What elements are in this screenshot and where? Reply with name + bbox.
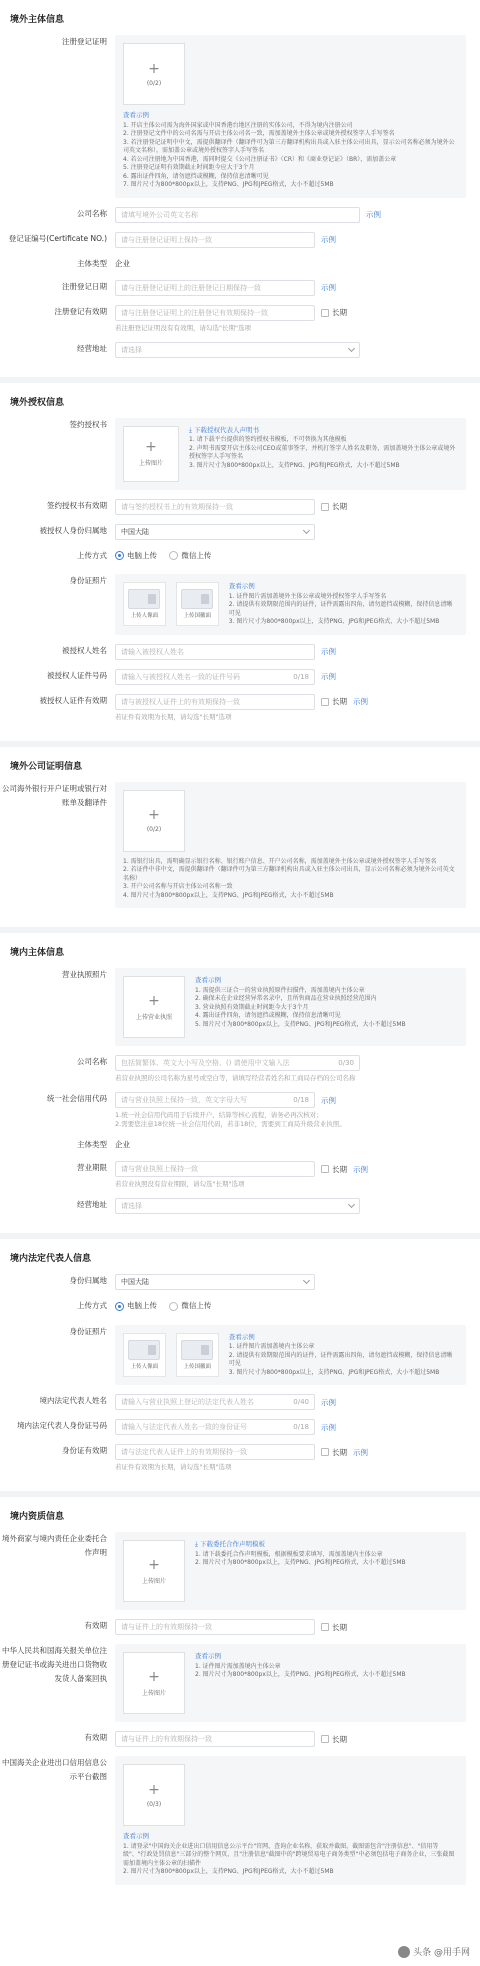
note-line: 5. 图片尺寸为800*800px以上，支持PNG、JPG和JPEG格式，大小不超过5MB xyxy=(195,1020,406,1028)
upload-method-wechat-radio[interactable] xyxy=(169,549,211,563)
upload-method-pc-radio[interactable] xyxy=(115,1299,157,1313)
checkbox-label: 长期 xyxy=(332,697,347,706)
example-link[interactable]: 示例 xyxy=(353,1447,368,1457)
watermark-logo-icon xyxy=(398,1946,410,1958)
bank-proof-upload-button[interactable] xyxy=(123,790,185,852)
note-line: 3. 图片尺寸为800*800px以上，支持PNG、JPG和JPEG格式，大小不超过5MB xyxy=(228,618,440,625)
placeholder: 请输入被授权人姓名 xyxy=(121,647,184,656)
field-label: 被授权人身份归属地 xyxy=(39,525,107,535)
field-label: 统一社会信用代码 xyxy=(47,1094,107,1103)
field-label: 公司名称 xyxy=(77,1057,107,1066)
id-card-front-icon xyxy=(128,1340,160,1360)
note-line: 2. 请提供有效期限范围内的证件，证件需露出四角，请勿遮挡或模糊，保持信息清晰可见 xyxy=(228,1351,453,1367)
authorized-id-validity-input[interactable] xyxy=(115,694,315,710)
domestic-company-name-input[interactable] xyxy=(115,1055,360,1071)
selected-value: 中国大陆 xyxy=(121,527,149,536)
note-line: 1. 请下载委托合作声明模板，根据模板要求填写，需加盖境内主体公章 xyxy=(195,1550,383,1558)
note-line: 2. 注册登记文件中的公司名需与开店主体公司名一致，需加盖境外主体公章或境外授权签字人手写签名 xyxy=(123,130,395,137)
upload-count: (0/2) xyxy=(146,826,162,833)
field-label: 签约授权书有效期 xyxy=(47,500,107,510)
field-label: 被授权人证件号码 xyxy=(47,670,107,680)
placeholder: 请与法定代表人证件上的有效期保持一致 xyxy=(121,1448,247,1456)
credit-screenshot-upload-panel xyxy=(115,1756,466,1885)
char-counter: 0/30 xyxy=(338,1059,354,1067)
domestic-entity-section xyxy=(0,933,480,1239)
note-line: 1. 开店主体公司需为海外国家或中国香港台地区注册的实体公司，不得为境内注册公司 xyxy=(123,121,353,129)
link-text: 下载委托合作声明模板 xyxy=(199,1540,265,1548)
field-hint xyxy=(115,1111,466,1129)
note-line: 3. 图片尺寸为800*800px以上，支持PNG、JPG和JPEG格式，大小不超过5MB xyxy=(228,1368,440,1376)
field-label: 登记证编号(Certificate NO.) xyxy=(8,233,107,243)
field-label: 有效期 xyxy=(84,1733,107,1742)
note-line: 7. 图片尺寸为800*800px以上，支持PNG、JPG和JPEG格式，大小不超过5MB xyxy=(123,181,334,188)
field-label: 经营地址 xyxy=(77,1200,107,1209)
plus-icon: + xyxy=(148,992,160,1009)
authorization-notes xyxy=(189,426,458,482)
chevron-down-icon xyxy=(303,526,310,533)
section-title: 境外授权信息 xyxy=(10,397,65,408)
radio-icon xyxy=(169,1302,178,1311)
checkbox-icon xyxy=(321,503,329,511)
chevron-down-icon xyxy=(348,1201,355,1208)
field-hint: 若注册登记证明没有有效期，请勾选"长期"选项 xyxy=(115,323,251,332)
credit-notes xyxy=(123,1832,458,1877)
view-example-link[interactable]: 查看示例 xyxy=(195,1652,221,1660)
field-label: 注册登记证明 xyxy=(62,37,107,46)
placeholder: 请选择 xyxy=(121,345,142,354)
field-label: 上传方式 xyxy=(77,1301,107,1310)
section-title: 境内法定代表人信息 xyxy=(10,1254,92,1264)
view-example-link[interactable]: 查看示例 xyxy=(123,111,149,119)
note-line: 2. 声明书需要开店主体公司CEO或董事签字，并机打签字人姓名及职务，需加盖境外主体公章或境外授权签字人手写签名 xyxy=(189,444,456,460)
legal-rep-id-upload-panel xyxy=(115,1325,466,1386)
plus-icon: + xyxy=(148,1781,160,1798)
plus-icon: + xyxy=(148,60,160,77)
legal-rep-region-select[interactable] xyxy=(115,1274,315,1290)
note-line: 4. 图片尺寸为800*800px以上，支持PNG、JPG和JPEG格式，大小不超过5MB xyxy=(123,891,334,899)
cert-upload-panel xyxy=(115,35,466,198)
entity-type-value: 企业 xyxy=(115,1140,130,1149)
id-region-select[interactable] xyxy=(115,524,315,540)
legal-rep-name-input[interactable] xyxy=(115,1394,315,1410)
note-line: 2. 确保未在企业经营异常名录中，且所售商品在营业执照经营范围内 xyxy=(195,995,377,1002)
upload-label: 上传图片 xyxy=(138,460,163,467)
plus-icon: + xyxy=(148,1556,160,1573)
domestic-qualification-section xyxy=(0,1497,480,1904)
placeholder: 请选择 xyxy=(121,1202,142,1210)
field-label: 有效期 xyxy=(84,1621,107,1630)
field-label: 主体类型 xyxy=(77,258,107,268)
note-line: 1. 证件图片需加盖境内主体公章 xyxy=(228,1343,315,1350)
registration-date-input[interactable] xyxy=(115,280,315,296)
checkbox-label: 长期 xyxy=(332,1447,347,1457)
field-label: 中国海关企业进出口信用信息公示平台截图 xyxy=(2,1758,107,1781)
long-term-checkbox[interactable] xyxy=(321,1622,347,1633)
upload-method-pc-radio[interactable] xyxy=(115,549,157,563)
plus-icon: + xyxy=(148,807,160,823)
customs-upload-panel xyxy=(115,1644,466,1722)
cert-notes xyxy=(123,111,458,190)
upload-label: 上传人像面 xyxy=(130,1363,159,1370)
download-icon: ⤓ xyxy=(189,425,194,434)
char-counter: 0/18 xyxy=(293,672,309,681)
upload-label: 上传国徽面 xyxy=(183,613,212,619)
domestic-legal-rep-section xyxy=(0,1239,480,1497)
overseas-authorization-section xyxy=(0,383,480,747)
long-term-checkbox[interactable] xyxy=(321,307,347,318)
example-link[interactable]: 示例 xyxy=(321,1422,336,1432)
link-text: 下载授权代表人声明书 xyxy=(193,425,259,434)
id-back-upload[interactable] xyxy=(176,1333,219,1377)
field-label: 中华人民共和国海关报关单位注册登记证书或海关进出口货物收发货人备案回执 xyxy=(2,1646,107,1683)
note-line: 4. 露出证件四角，请勿遮挡或模糊，保持信息清晰可见 xyxy=(195,1012,341,1019)
example-link[interactable]: 示例 xyxy=(353,1164,368,1174)
field-label: 公司名称 xyxy=(77,208,107,218)
field-label: 身份归属地 xyxy=(69,1276,107,1285)
upload-label: 上传图片 xyxy=(141,1577,166,1585)
checkbox-label: 长期 xyxy=(332,502,347,511)
entrust-upload-button[interactable] xyxy=(123,1540,185,1602)
field-label: 注册登记日期 xyxy=(62,281,107,291)
license-upload-button[interactable] xyxy=(123,976,185,1038)
cert-upload-button[interactable] xyxy=(123,43,185,105)
example-link[interactable]: 示例 xyxy=(321,1397,336,1407)
placeholder: 请输入与法定代表人姓名一致的身份证号 xyxy=(121,1423,247,1431)
checkbox-label: 长期 xyxy=(332,308,347,317)
placeholder: 请与证件上的有效期保持一致 xyxy=(121,1735,212,1743)
credit-code-input[interactable] xyxy=(115,1092,315,1108)
long-term-checkbox[interactable] xyxy=(321,1164,347,1175)
example-link[interactable]: 示例 xyxy=(321,672,336,681)
upload-method-wechat-radio[interactable] xyxy=(169,1299,211,1313)
authorized-id-number-input[interactable] xyxy=(115,669,315,685)
download-icon: ⤓ xyxy=(195,1540,200,1548)
field-label: 境内法定代表人姓名 xyxy=(39,1396,107,1405)
checkbox-icon xyxy=(321,698,329,706)
customs-notes xyxy=(195,1652,406,1714)
checkbox-label: 长期 xyxy=(332,1622,347,1632)
id-back-upload[interactable] xyxy=(176,582,219,626)
example-link[interactable]: 示例 xyxy=(321,647,336,656)
section-title: 境外公司证明信息 xyxy=(10,761,83,772)
watermark-text: 头条 @用手网 xyxy=(413,1948,470,1958)
field-label: 签约授权书 xyxy=(69,419,107,429)
id-upload-panel xyxy=(115,574,466,635)
entrust-validity-input[interactable] xyxy=(115,1619,315,1635)
overseas-company-proof-section xyxy=(0,747,480,934)
placeholder: 请与被授权人证件上的有效期保持一致 xyxy=(121,697,240,706)
license-notes xyxy=(195,976,406,1038)
placeholder: 请与注册登记证明上保持一致 xyxy=(121,235,212,244)
note-line: 1. 需提供三证合一的营业执照原件扫描件，需加盖境内主体公章 xyxy=(195,986,365,994)
field-hint: 若营业执照没有营业期限，请勾选"长期"选项 xyxy=(115,1180,245,1188)
note-line: 1. 证件图片需加盖境外主体公章或境外授权签字人手写签名 xyxy=(228,592,387,600)
field-label: 公司海外银行开户证明或银行对账单及翻译件 xyxy=(2,783,107,807)
legal-rep-id-validity-input[interactable] xyxy=(115,1444,315,1460)
placeholder: 请与注册登记证明上的注册登记有效期保持一致 xyxy=(121,308,268,317)
field-hint: 若证件有效期为长期，请勾选"长期"选项 xyxy=(115,1463,232,1471)
checkbox-icon xyxy=(321,1623,329,1631)
field-label: 境内法定代表人身份证号码 xyxy=(17,1421,107,1430)
field-hint: 若营业执照的公司名称为星号或空白等，请填写经营者姓名和工商局存档的公司名称 xyxy=(115,1074,356,1082)
field-label: 被授权人证件有效期 xyxy=(39,695,107,705)
field-label: 营业执照照片 xyxy=(62,970,107,979)
radio-label: 微信上传 xyxy=(181,550,212,560)
field-label: 身份证照片 xyxy=(69,576,107,585)
placeholder: 请输入与营业执照上登记的法定代表人姓名 xyxy=(121,1398,254,1406)
checkbox-icon xyxy=(321,1448,329,1456)
credit-screenshot-upload-button[interactable] xyxy=(123,1764,185,1826)
bank-proof-notes xyxy=(123,858,458,901)
authorization-upload-button[interactable] xyxy=(123,426,179,482)
customs-validity-input[interactable] xyxy=(115,1731,315,1747)
long-term-checkbox[interactable] xyxy=(321,1447,347,1458)
id-card-front-icon xyxy=(128,589,160,609)
registration-validity-input[interactable] xyxy=(115,305,315,321)
char-counter: 0/18 xyxy=(293,1096,309,1104)
view-example-link[interactable]: 查看示例 xyxy=(228,1332,255,1341)
field-label: 经营地址 xyxy=(77,343,107,353)
checkbox-icon xyxy=(321,309,329,317)
field-label: 主体类型 xyxy=(77,1140,107,1149)
overseas-entity-section xyxy=(0,0,480,383)
legal-rep-id-number-input[interactable] xyxy=(115,1419,315,1435)
char-counter: 0/40 xyxy=(293,1398,309,1406)
chevron-down-icon xyxy=(348,344,355,351)
radio-label: 电脑上传 xyxy=(127,550,157,560)
example-link[interactable]: 示例 xyxy=(321,283,336,292)
long-term-checkbox[interactable] xyxy=(321,501,347,512)
upload-label: 上传图片 xyxy=(141,1689,166,1697)
note-line: 3. 营业执照有效期截止时间距今大于3个月 xyxy=(195,1003,309,1011)
example-link[interactable]: 示例 xyxy=(321,1095,336,1105)
note-line: 3. 开户公司名称与开店主体公司名称一致 xyxy=(123,883,233,890)
checkbox-label: 长期 xyxy=(332,1734,347,1744)
download-template-link[interactable] xyxy=(195,1540,406,1549)
radio-label: 电脑上传 xyxy=(127,1301,157,1310)
checkbox-icon xyxy=(321,1165,329,1173)
business-term-input[interactable] xyxy=(115,1161,315,1177)
id-front-upload[interactable] xyxy=(123,582,166,626)
authorization-validity-input[interactable] xyxy=(115,499,315,515)
section-title: 境内资质信息 xyxy=(10,1512,65,1522)
id-card-back-icon xyxy=(181,1340,213,1360)
download-template-link[interactable] xyxy=(189,426,458,435)
field-label: 被授权人姓名 xyxy=(62,645,107,655)
placeholder: 请填写境外公司英文名称 xyxy=(121,210,198,219)
hint-line: 2.需要您注意18位统一社会信用代码，若非18位，需要到工商局升级营业执照。 xyxy=(115,1120,346,1128)
field-label: 注册登记有效期 xyxy=(54,306,107,316)
note-line: 1. 请登录"中国海关企业进出口信用信息公示平台"官网，查询企业名称，获取并截图，截图需包含"注册信息"、"信用等级"、"行政处罚信息"三部分的整个网页，且"注册信息"截图中的"跨境贸易电子商务类型"中必须包括电子商务企业，三张截图需加盖境内主体公章的扫描件 xyxy=(123,1842,455,1867)
upload-count: (0/2) xyxy=(146,79,162,87)
selected-value: 中国大陆 xyxy=(121,1278,149,1286)
id-notes xyxy=(229,582,458,627)
field-label: 身份证照片 xyxy=(69,1326,107,1336)
placeholder: 请与证件上的有效期保持一致 xyxy=(121,1623,212,1631)
company-name-input[interactable] xyxy=(115,207,360,223)
long-term-checkbox[interactable] xyxy=(321,696,347,707)
upload-label: 上传营业执照 xyxy=(135,1013,172,1021)
field-label: 境外商家与境内责任企业委托合作声明 xyxy=(2,1534,107,1557)
certificate-number-input[interactable] xyxy=(115,232,315,248)
note-line: 4. 若公司注册地为中国香港，需同时提交《公司注册证书》（CR）和《商业登记证》（BR），需加盖公章 xyxy=(123,155,397,163)
id-card-back-icon xyxy=(181,589,213,609)
note-line: 2. 若证件中非中文，需提供翻译件（翻译件可为第三方翻译机构出具或入驻主体公司出具，显示公司名称必须为境外公司英文名称） xyxy=(123,866,455,882)
authorization-upload-panel xyxy=(115,418,466,490)
placeholder: 请与签约授权书上的有效期保持一致 xyxy=(121,502,233,511)
note-line: 2. 图片尺寸为800*800px以上，支持PNG、JPG和JPEG格式，大小不超过5MB xyxy=(195,1559,406,1566)
note-line: 2. 图片尺寸为800*800px以上，支持PNG、JPG和JPEG格式，大小不超过5MB xyxy=(123,1868,334,1875)
business-address-select[interactable] xyxy=(115,342,360,358)
radio-label: 微信上传 xyxy=(181,1301,212,1310)
radio-checked-icon xyxy=(115,1302,124,1311)
entrust-upload-panel xyxy=(115,1532,466,1610)
radio-checked-icon xyxy=(115,551,124,560)
section-title: 境内主体信息 xyxy=(10,948,65,958)
plus-icon: + xyxy=(148,1668,160,1685)
checkbox-label: 长期 xyxy=(332,1164,347,1174)
hint-line: 1.统一社会信用代码用于后续开户、结算等核心流程，请务必再次核对； xyxy=(115,1111,323,1119)
note-line: 5. 注册登记证明有效期截止时间距今应大于3个月 xyxy=(123,164,255,171)
entrust-notes xyxy=(195,1540,406,1602)
watermark xyxy=(398,1945,470,1958)
note-line: 6. 露出证件四角，请勿遮挡或模糊，保持信息清晰可见 xyxy=(123,172,269,180)
note-line: 2. 请提供有效期限范围内的证件，证件需露出四角，请勿遮挡或模糊，保持信息清晰可见 xyxy=(228,601,453,617)
upload-label: 上传国徽面 xyxy=(183,1363,212,1370)
example-link[interactable]: 示例 xyxy=(353,697,368,706)
placeholder: 请与注册登记证明上的注册登记日期保持一致 xyxy=(121,283,261,292)
view-example-link[interactable]: 查看示例 xyxy=(123,1832,149,1840)
section-title: 境外主体信息 xyxy=(10,15,65,25)
field-label: 身份证有效期 xyxy=(62,1446,107,1455)
example-link[interactable]: 示例 xyxy=(321,235,336,244)
upload-label: 上传人像面 xyxy=(130,613,159,619)
field-label: 营业期限 xyxy=(77,1163,107,1172)
upload-count: (0/3) xyxy=(146,1800,162,1808)
long-term-checkbox[interactable] xyxy=(321,1734,347,1745)
license-upload-panel xyxy=(115,968,466,1046)
placeholder: 包括简繁体、英文大小写及空格、() 请使用中文输入法 xyxy=(121,1059,290,1067)
entity-type-value: 企业 xyxy=(115,258,130,268)
placeholder: 请与营业执照上保持一致，英文字母大写 xyxy=(121,1096,247,1104)
chevron-down-icon xyxy=(303,1277,310,1284)
note-line: 2. 图片尺寸为800*800px以上，支持PNG、JPG和JPEG格式，大小不超过5MB xyxy=(195,1671,406,1678)
id-notes xyxy=(229,1333,458,1378)
checkbox-icon xyxy=(321,1735,329,1743)
note-line: 1. 需银行出具，需明确显示银行名称、银行账户信息、开户公司名称，需加盖境外主体公章或境外授权签字人手写签名 xyxy=(123,857,437,865)
customs-upload-button[interactable] xyxy=(123,1652,185,1714)
radio-icon xyxy=(169,551,178,560)
id-front-upload[interactable] xyxy=(123,1333,166,1377)
view-example-link[interactable]: 查看示例 xyxy=(228,582,255,590)
plus-icon: + xyxy=(145,439,157,455)
placeholder: 请输入与被授权人姓名一致的证件号码 xyxy=(121,672,240,681)
example-link[interactable]: 示例 xyxy=(366,210,381,219)
view-example-link[interactable]: 查看示例 xyxy=(195,976,221,984)
note-line: 3. 图片尺寸为800*800px以上，支持PNG、JPG和JPEG格式，大小不超过5MB xyxy=(189,461,400,469)
authorized-person-name-input[interactable] xyxy=(115,644,315,660)
char-counter: 0/18 xyxy=(293,1423,309,1431)
note-line: 3. 若注册登记证明中中文，需提供翻译件（翻译件可为第三方翻译机构出具或入驻主体公司出具，显示公司名称必须为境外公司英文名称），需加盖公章或境外授权签字人手写签名 xyxy=(123,138,455,154)
note-line: 1. 证件图片需加盖境内主体公章 xyxy=(195,1662,281,1670)
field-label: 上传方式 xyxy=(77,550,107,560)
domestic-address-select[interactable] xyxy=(115,1198,360,1214)
note-line: 1. 请下载平台提供的签约授权书模板，不可替换为其他模板 xyxy=(189,436,347,443)
placeholder: 请与营业执照上保持一致 xyxy=(121,1165,198,1173)
bank-proof-upload-panel xyxy=(115,782,466,909)
field-hint: 若证件有效期为长期，请勾选"长期"选项 xyxy=(115,712,232,721)
